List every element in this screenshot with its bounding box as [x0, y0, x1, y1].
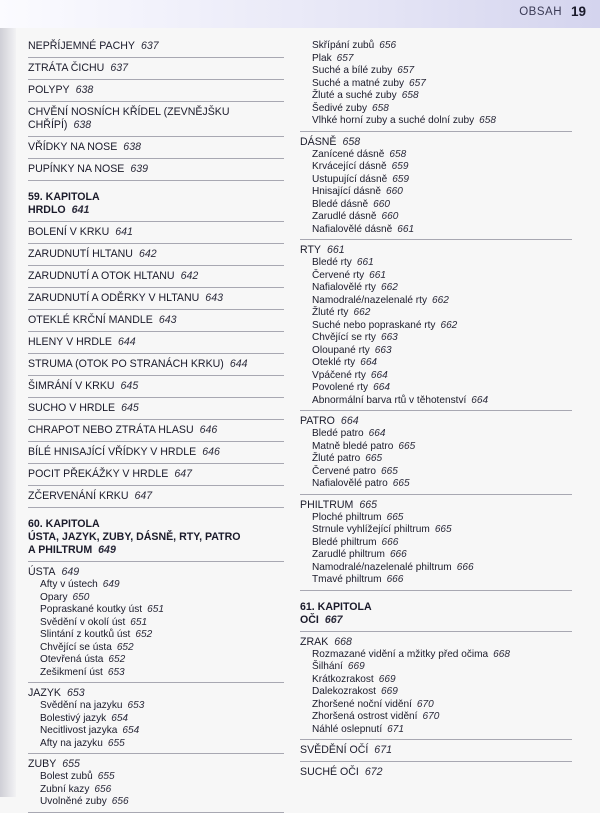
toc-entry: NEPŘÍJEMNÉ PACHY 637: [28, 36, 284, 58]
toc-subentry: Žluté patro 665: [312, 453, 383, 464]
toc-subentry: Bledé philtrum 666: [312, 536, 399, 548]
toc-section-heading: PATRO 664: [300, 415, 359, 427]
page-binding-shadow: [0, 0, 16, 797]
toc-subentry: Hnisající dásně 660: [312, 186, 403, 197]
toc-subentry: Suché nebo popraskané rty 662: [312, 319, 458, 331]
toc-subentry: Zešikmení úst 653: [40, 666, 125, 678]
toc-subentry: Bledé rty 661: [312, 257, 374, 268]
toc-entry: ZČERVENÁNÍ KRKU 647: [28, 486, 284, 508]
toc-entry: CHVĚNÍ NOSNÍCH KŘÍDEL (ZEVNĚJŠKU CHŘÍPÍ) 638: [28, 102, 284, 137]
toc-subentry: Krátkozrakost 669: [312, 673, 396, 685]
toc-entry: POLYPY 638: [28, 80, 284, 102]
toc-section: [28, 754, 284, 813]
toc-entry: STRUMA (OTOK PO STRANÁCH KRKU) 644: [28, 354, 284, 376]
toc-subentry: Červené rty 661: [312, 269, 387, 281]
toc-left-column: [28, 36, 284, 813]
toc-subentry: Zarudlé dásně 660: [312, 211, 399, 222]
toc-subentry: Matně bledé patro 665: [312, 440, 416, 452]
toc-subentry: Bledé dásně 660: [312, 198, 390, 210]
toc-entry: ZARUDNUTÍ A OTOK HLTANU 642: [28, 266, 284, 288]
toc-subentry: Náhlé oslepnutí 671: [312, 723, 404, 735]
toc-subentry: Opary 650: [40, 591, 90, 603]
toc-subentry: Afty v ústech 649: [40, 579, 120, 590]
toc-section-heading: RTY 661: [300, 244, 345, 256]
toc-subentry: Krvácející dásně 659: [312, 161, 409, 172]
toc-subentry: Suché a matné zuby 657: [312, 77, 426, 89]
toc-subentry: Svědění na jazyku 653: [40, 700, 145, 711]
toc-section: [300, 495, 572, 591]
toc-subentry: Povolené rty 664: [312, 382, 390, 393]
toc-subentry: Nafialovělé dásně 661: [312, 223, 415, 235]
toc-entry: BÍLÉ HNISAJÍCÍ VŘÍDKY V HRDLE 646: [28, 442, 284, 464]
toc-entry: PUPÍNKY NA NOSE 639: [28, 159, 284, 181]
toc-subentry: Skřípání zubů 656: [312, 40, 397, 51]
toc-subentry: Zubní kazy 656: [40, 783, 112, 795]
toc-subentry: Vpáčené rty 664: [312, 369, 388, 381]
toc-subentry: Oteklé rty 664: [312, 357, 378, 368]
toc-subentry: Suché a bílé zuby 657: [312, 65, 415, 76]
toc-section: [300, 632, 572, 741]
chapter-heading: 60. KAPITOLA ÚSTA, JAZYK, ZUBY, DÁSNĚ, RTY, PATRO A PHILTRUM 649: [28, 508, 284, 562]
toc-subentry: Uvolněné zuby 656: [40, 796, 129, 807]
toc-subentry: Vlhké horní zuby a suché dolní zuby 658: [312, 115, 497, 126]
toc-entry: SUCHÉ OČI 672: [300, 766, 383, 778]
toc-entry: ZARUDNUTÍ A ODĚRKY V HLTANU 643: [28, 288, 284, 310]
toc-subentry: Plak 657: [312, 52, 354, 64]
toc-entry: ZARUDNUTÍ HLTANU 642: [28, 244, 284, 266]
toc-subentry: Popraskané koutky úst 651: [40, 604, 164, 615]
toc-entry: HLENY V HRDLE 644: [28, 332, 284, 354]
toc-subentry: Chvějící se rty 663: [312, 332, 398, 343]
toc-section-heading: JAZYK 653: [28, 687, 85, 699]
toc-subentry: Chvějící se ústa 652: [40, 641, 134, 653]
toc-subentry: Žluté rty 662: [312, 307, 371, 318]
toc-section-heading: DÁSNĚ 658: [300, 135, 361, 148]
toc-entry: POCIT PŘEKÁŽKY V HRDLE 647: [28, 464, 284, 486]
toc-subentry: Zhoršená ostrost vidění 670: [312, 711, 440, 722]
toc-subentry: Šedivé zuby 658: [312, 102, 389, 114]
toc-subentry: Bolestivý jazyk 654: [40, 712, 129, 724]
running-header: [0, 0, 600, 28]
toc-subentry: Tmavé philtrum 666: [312, 574, 404, 585]
toc-subentry: Abnormální barva rtů v těhotenství 664: [312, 394, 489, 406]
toc-section-heading: PHILTRUM 665: [300, 498, 378, 511]
toc-subentry: Necitlivost jazyka 654: [40, 725, 140, 736]
toc-subentry: Slintání z koutků úst 652: [40, 629, 153, 640]
toc-entry: SVĚDĚNÍ OČÍ 671: [300, 740, 572, 762]
toc-subentry: Nafialovělé patro 665: [312, 478, 410, 489]
toc-subentry: Bolest zubů 655: [40, 771, 115, 782]
toc-subentry: Namodralé/nazelenalé rty 662: [312, 294, 449, 306]
toc-subentry: Afty na jazyku 655: [40, 737, 125, 749]
toc-entry: BOLENÍ V KRKU 641: [28, 222, 284, 244]
toc-entry: SUCHO V HRDLE 645: [28, 398, 284, 420]
toc-subentry: Ustupující dásně 659: [312, 173, 410, 185]
toc-section-continued: [300, 40, 572, 132]
toc-subentry: Nafialovělé rty 662: [312, 282, 398, 293]
toc-subentry: Otevřená ústa 652: [40, 654, 126, 665]
toc-right-column: [300, 40, 572, 783]
toc-subentry: Žluté a suché zuby 658: [312, 90, 419, 101]
toc-section: [28, 562, 284, 683]
toc-section: [300, 132, 572, 241]
toc-subentry: Ploché philtrum 665: [312, 511, 404, 523]
toc-entry: ŠIMRÁNÍ V KRKU 645: [28, 376, 284, 398]
toc-subentry: Strnule vyhlížející philtrum 665: [312, 524, 452, 535]
toc-subentry: Rozmazané vidění a mžitky před očima 668: [312, 648, 510, 660]
toc-section: [300, 240, 572, 411]
toc-entry: OTEKLÉ KRČNÍ MANDLE 643: [28, 310, 284, 332]
toc-section-heading: ZUBY 655: [28, 758, 80, 770]
toc-subentry: Zhoršené noční vidění 670: [312, 698, 434, 710]
toc-section: [300, 411, 572, 495]
chapter-heading: 59. KAPITOLA HRDLO 641: [28, 181, 284, 222]
toc-subentry: Dalekozrakost 669: [312, 686, 398, 697]
toc-subentry: Bledé patro 664: [312, 428, 386, 439]
toc-section-heading: ZRAK 668: [300, 635, 352, 648]
header-title: OBSAH: [519, 6, 562, 18]
toc-subentry: Oloupané rty 663: [312, 344, 392, 356]
toc-subentry: Červené patro 665: [312, 465, 398, 477]
toc-entry: VŘÍDKY NA NOSE 638: [28, 137, 284, 159]
toc-subentry: Šilhání 669: [312, 661, 365, 672]
toc-subentry: Zarudlé philtrum 666: [312, 549, 407, 560]
toc-section: [28, 683, 284, 754]
toc-subentry: Svědění v okolí úst 651: [40, 616, 148, 628]
toc-section-heading: ÚSTA 649: [28, 566, 80, 578]
toc-subentry: Namodralé/nazelenalé philtrum 666: [312, 561, 474, 573]
toc-entry: ZTRÁTA ČICHU 637: [28, 58, 284, 80]
chapter-heading: 61. KAPITOLA OČI 667: [300, 591, 572, 632]
toc-entry: CHRAPOT NEBO ZTRÁTA HLASU 646: [28, 420, 284, 442]
toc-subentry: Zanícené dásně 658: [312, 148, 407, 160]
header-page-number: 19: [570, 4, 586, 19]
